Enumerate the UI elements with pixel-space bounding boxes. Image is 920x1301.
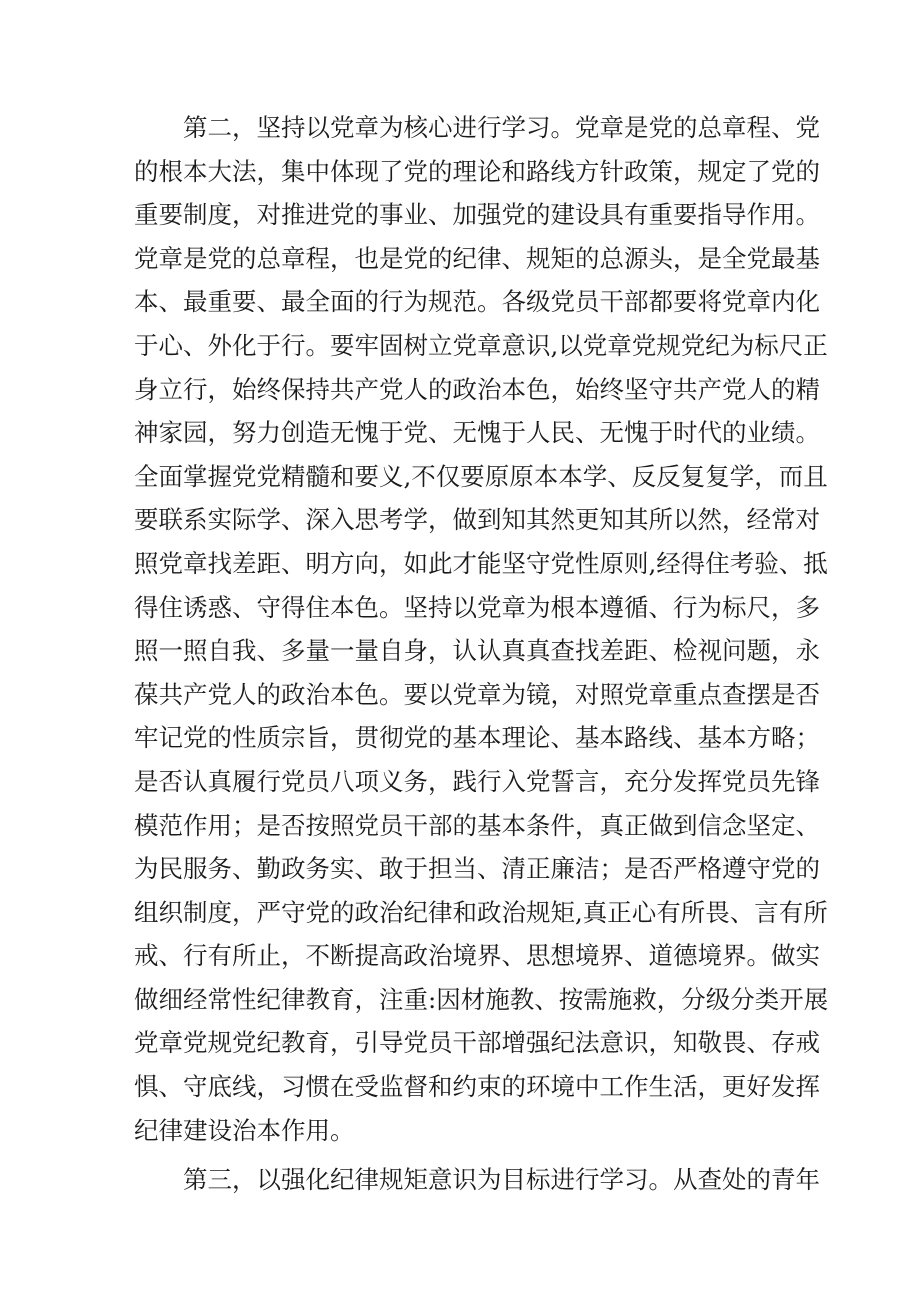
text-line: 第二，坚持以党章为核心进行学习。党章是党的总章程、党 [183, 113, 820, 142]
text-line: 组织制度，严守党的政治纪律和政治规矩,真正心有所畏、言有所 [134, 897, 828, 927]
text-line: 的根本大法，集中体现了党的理论和路线方针政策，规定了党的 [134, 156, 820, 186]
text-line: 身立行，始终保持共产党人的政治本色，始终坚守共产党人的精 [134, 374, 820, 404]
text-line: 是否认真履行党员八项义务，践行入党誓言，充分发挥党员先锋 [134, 766, 820, 796]
text-line: 党章党规党纪教育，引导党员干部增强纪法意识，知敬畏、存戒 [134, 1028, 820, 1058]
paragraph-second [134, 106, 829, 1152]
text-line: 神家园，努力创造无愧于党、无愧于人民、无愧于时代的业绩。 [134, 418, 820, 448]
text-line: 照一照自我、多量一量自身，认认真真查找差距、检视问题，永 [134, 636, 820, 666]
text-line: 做细经常性纪律教育，注重:因材施教、按需施救，分级分类开展 [134, 984, 829, 1014]
text-line: 照党章找差距、明方向，如此才能坚守党性原则,经得住考验、抵 [134, 548, 828, 578]
paragraph-third [134, 1158, 820, 1202]
text-line: 要联系实际学、深入思考学，做到知其然更知其所以然，经常对 [134, 505, 820, 535]
text-line: 得住诱惑、守得住本色。坚持以党章为根本遵循、行为标尺，多 [134, 592, 820, 622]
text-line: 本、最重要、最全面的行为规范。各级党员干部都要将党章内化 [134, 287, 820, 317]
text-line: 模范作用；是否按照党员干部的基本条件，真正做到信念坚定、 [134, 810, 820, 840]
text-line: 惧、守底线，习惯在受监督和约束的环境中工作生活，更好发挥 [134, 1072, 820, 1102]
text-line: 为民服务、勤政务实、敢于担当、清正廉洁；是否严格遵守党的 [134, 854, 820, 884]
text-line: 重要制度，对推进党的事业、加强党的建设具有重要指导作用。 [134, 200, 820, 230]
text-line: 牢记党的性质宗旨，贯彻党的基本理论、基本路线、基本方略； [134, 723, 820, 753]
body-text [134, 106, 829, 1202]
text-line: 第三，以强化纪律规矩意识为目标进行学习。从查处的青年 [183, 1165, 820, 1195]
text-line: 纪律建设治本作用。 [134, 1115, 355, 1145]
text-line: 葆共产党人的政治本色。要以党章为镜，对照党章重点查摆是否 [134, 679, 820, 709]
text-line: 党章是党的总章程，也是党的纪律、规矩的总源头，是全党最基 [134, 243, 820, 273]
text-line: 戒、行有所止，不断提高政治境界、思想境界、道德境界。做实 [134, 941, 820, 971]
text-line: 于心、外化于行。要牢固树立党章意识,以党章党规党纪为标尺正 [134, 330, 828, 360]
text-line: 全面掌握党党精髓和要义,不仅要原原本本学、反反复复学，而且 [134, 461, 828, 491]
